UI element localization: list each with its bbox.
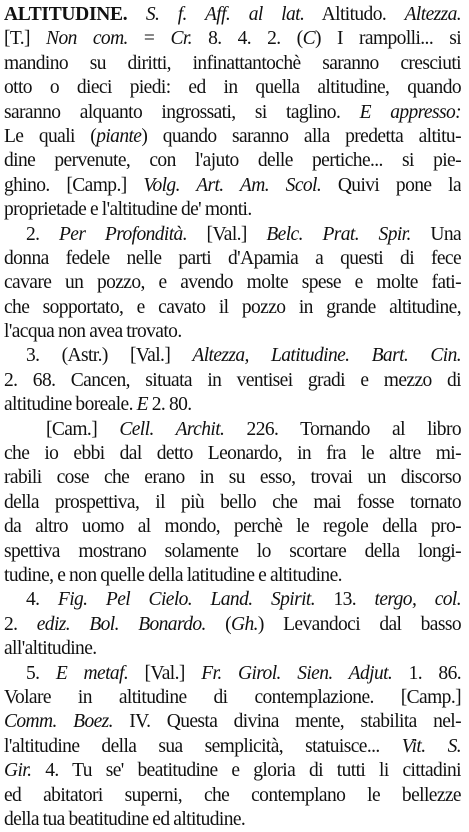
text-segment: Una <box>410 223 461 245</box>
text-segment: ghino. [Camp.] <box>4 174 144 196</box>
text-segment: donna fedele nelle parti d'Apamia a questi di fece <box>4 247 461 269</box>
headword: ALTITUDINE. <box>4 4 128 25</box>
italic-text: tergo, col. <box>374 589 461 611</box>
entry-line <box>4 76 461 100</box>
text-segment: Altitudo. <box>304 4 405 25</box>
entry-line <box>4 418 461 442</box>
entry-line <box>4 515 461 539</box>
entry-line <box>4 125 461 149</box>
entry-line <box>4 223 461 247</box>
italic-text: Cell. Archit. <box>119 418 225 440</box>
text-segment: 8. 4. 2. ( <box>191 28 303 50</box>
dictionary-entry-altitudine <box>4 3 461 832</box>
entry-line <box>4 466 461 490</box>
italic-text: S. f. Aff. <box>145 4 231 25</box>
italic-text: Fr. Girol. Sien. Adjut. <box>201 662 393 684</box>
entry-line <box>4 540 461 564</box>
text-segment: [Val.] <box>186 223 267 245</box>
text-segment: 3. (Astr.) [Val.] <box>26 345 193 367</box>
entry-line <box>4 198 461 222</box>
text-segment: [Val.] <box>128 662 202 684</box>
text-segment: che sopportato, e cavato il pozzo in grande altitudine, <box>4 296 461 318</box>
entry-line <box>4 149 461 173</box>
entry-line <box>4 588 461 612</box>
text-segment: Quivi pone la <box>321 174 461 196</box>
italic-text: E <box>136 394 148 416</box>
italic-text: E appresso: <box>359 101 461 123</box>
text-segment: 4. Tu se' beatitudine e gloria di tutti li cittadini <box>31 760 461 782</box>
text-segment <box>230 4 249 25</box>
italic-text: Altezza, Latitudine. Bart. Cin. <box>192 345 461 367</box>
text-segment: cavare un pozzo, e avendo molte spese e molte fati- <box>4 272 461 294</box>
text-segment: ) Levandoci dal basso <box>257 613 461 635</box>
entry-line <box>4 491 461 515</box>
italic-text: Gir. <box>4 760 32 782</box>
entry-line <box>4 662 461 686</box>
text-segment: Volare in altitudine di contemplazione. [Camp.] <box>4 686 461 708</box>
italic-text: Altezza. <box>404 4 461 25</box>
text-segment: 1. 86. <box>392 662 461 684</box>
italic-text: E metaf. <box>55 662 129 684</box>
text-segment: tudine, e non quelle della latitudine e altitudine. <box>4 564 342 586</box>
italic-text: piante <box>96 125 142 147</box>
italic-text: Gh. <box>231 613 258 635</box>
text-segment: otto o dieci piedi: ed in quella altitudine, quando <box>4 77 461 99</box>
entry-line <box>4 296 461 320</box>
entry-line <box>4 613 461 637</box>
text-segment: IV. Questa divina mente, stabilita nel- <box>112 711 461 733</box>
text-segment: [T.] <box>4 28 47 50</box>
text-segment: ) quando saranno alla predetta altitu- <box>141 125 461 147</box>
italic-text: ediz. Bol. Bonardo. <box>36 613 206 635</box>
text-segment: l'altitudine della sua semplicità, statuisce... <box>4 735 402 757</box>
text-segment: che io ebbi dal detto Leonardo, in fra le altre mi- <box>4 443 461 465</box>
text-segment: della prospettiva, il più bello che mai fosse tornato <box>4 491 461 513</box>
text-segment: all'altitudine. <box>4 638 97 660</box>
text-segment: = <box>127 28 171 50</box>
entry-line <box>4 637 461 661</box>
text-segment: della tua beatitudine ed altitudine. <box>4 808 246 830</box>
italic-text: Comm. Boez. <box>4 711 113 733</box>
entry-line <box>4 808 461 832</box>
italic-text: al lat. <box>248 4 305 25</box>
text-segment: 4. <box>26 589 58 611</box>
italic-text: Vit. S. <box>401 735 461 757</box>
entry-line <box>4 710 461 734</box>
entry-line <box>4 344 461 368</box>
italic-text: Belc. Prat. Spir. <box>266 223 411 245</box>
entry-line <box>4 686 461 710</box>
text-segment: 226. Tornando al libro <box>224 418 461 440</box>
entry-line <box>4 271 461 295</box>
entry-line <box>4 101 461 125</box>
entry-line <box>4 174 461 198</box>
text-segment: ) I rampolli... si <box>315 28 461 50</box>
entry-line <box>4 759 461 783</box>
entry-line <box>4 52 461 76</box>
entry-line <box>4 735 461 759</box>
text-segment: [Cam.] <box>46 418 120 440</box>
entry-line <box>4 27 461 51</box>
text-segment: mandino su diritti, infinattantochè saranno cresciuti <box>4 52 461 74</box>
italic-text: Volg. Art. Am. Scol. <box>143 174 322 196</box>
text-segment: 13. <box>315 589 375 611</box>
italic-text: Fig. Pel Cielo. Land. Spirit. <box>57 589 315 611</box>
text-segment: spettiva mostrano solamente lo scortare della longi- <box>4 540 461 562</box>
text-segment: Le quali ( <box>4 125 97 147</box>
text-segment: proprietade e l'altitudine de' monti. <box>4 199 252 221</box>
entry-line <box>4 393 461 417</box>
text-segment: 2. <box>26 223 59 245</box>
entry-line <box>4 247 461 271</box>
entry-line <box>4 320 461 344</box>
italic-text: Per Profondità. <box>59 223 187 245</box>
text-segment: da altro uomo al mondo, perchè le regole della pro- <box>4 516 461 538</box>
entry-line <box>4 442 461 466</box>
text-segment: 2. <box>4 613 37 635</box>
text-segment: 2. 68. Cancen, situata in ventisei gradi e mezzo di <box>4 369 461 391</box>
text-segment: l'acqua non avea trovato. <box>4 321 182 343</box>
text-segment: dine pervenute, con l'ajuto delle pertiche... si pie- <box>4 150 461 172</box>
text-segment: ( <box>205 613 231 635</box>
text-segment: rabili cose che erano in su esso, trovai un discorso <box>4 467 461 489</box>
text-segment: altitudine boreale. <box>4 394 137 416</box>
italic-text: Cr. <box>170 28 192 50</box>
text-segment <box>127 4 146 25</box>
text-segment: saranno alquanto ingrossati, si taglino. <box>4 101 360 123</box>
text-segment: ed abitatori superni, che contemplano le bellezze <box>4 784 461 806</box>
entry-line <box>4 784 461 808</box>
italic-text: C <box>302 28 315 50</box>
entry-line <box>4 3 461 27</box>
entry-line <box>4 564 461 588</box>
text-segment: 5. <box>26 662 56 684</box>
text-segment: 2. 80. <box>147 394 192 416</box>
italic-text: Non com. <box>46 28 128 50</box>
entry-line <box>4 369 461 393</box>
